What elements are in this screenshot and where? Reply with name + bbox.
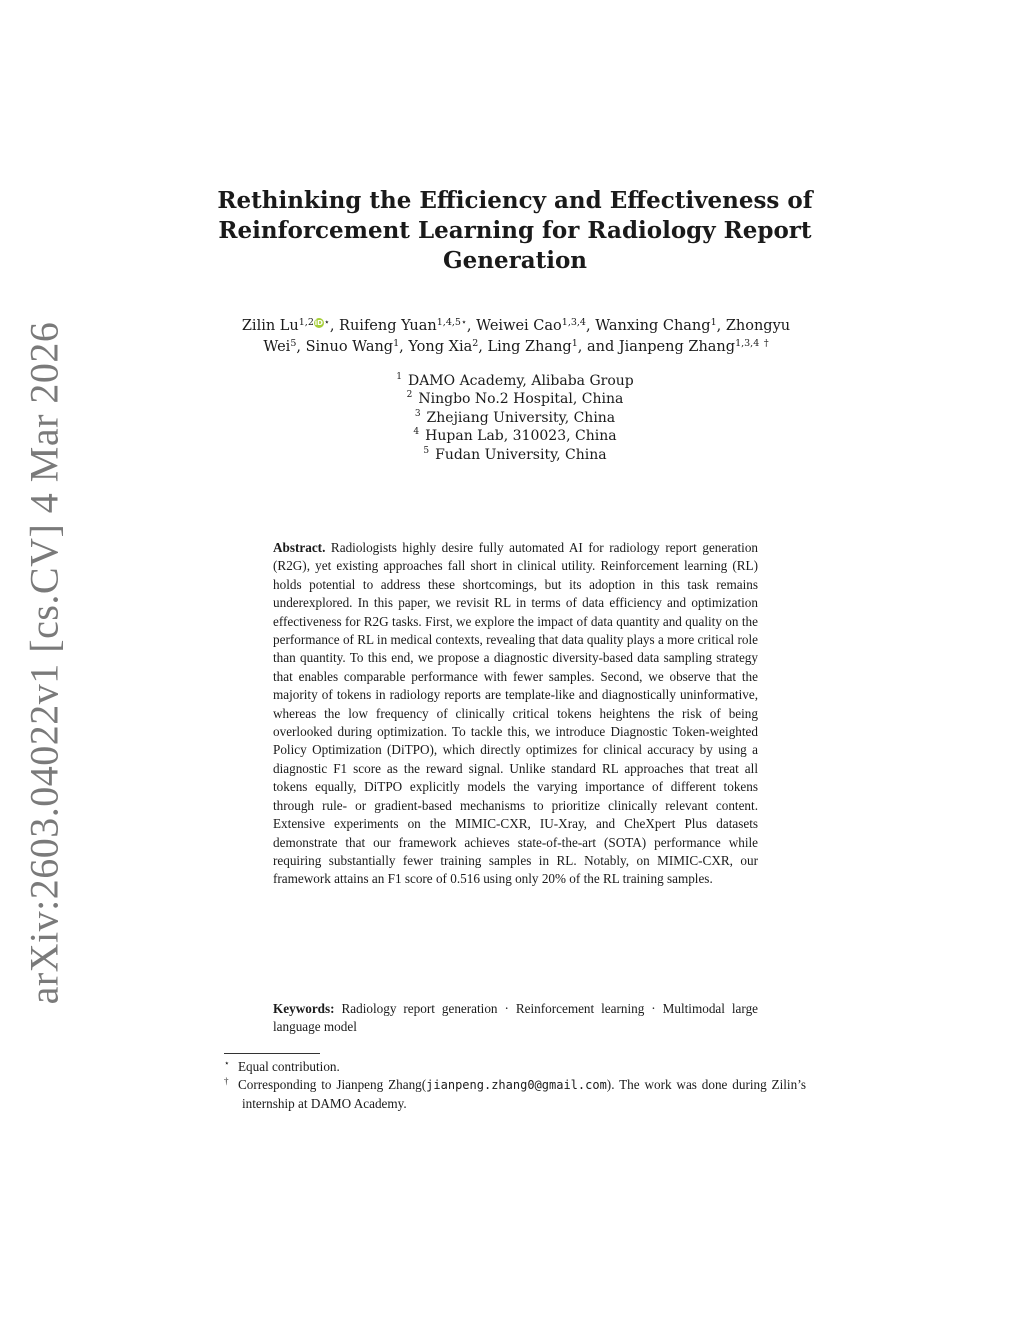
affiliation-item (0, 390, 1024, 408)
author-affil-sup: 1,3,4 (735, 338, 760, 349)
title-line: Rethinking the Efficiency and Effectiveness of (217, 187, 813, 214)
affiliation-list (0, 372, 1024, 464)
author-name: Zhongyu Wei (263, 318, 791, 355)
author-name: Weiwei Cao (476, 318, 562, 334)
author-list: Zilin Lu$^{1,2}$iD⋆, Ruifeng Yuan$^{1,4,5⋆}$, Weiwei Cao$^{1,3,4}$, Wanxing Chang$^1$, Zhongyu Wei$^5$, Sinuo Wang$^1$, Yong Xia$^2$, Ling Zhang$^1$, and Jianpeng Zhang$^{1,3,4}$ † (241, 317, 791, 355)
abstract (273, 539, 758, 889)
equal-contribution-mark: ⋆ (460, 317, 467, 328)
author-affil-sup: 1 (393, 338, 400, 349)
affiliation-item (0, 409, 1024, 427)
affiliation-item (0, 427, 1024, 445)
footnote-equal-contribution: ⋆ Equal contribution. (224, 1058, 340, 1074)
footnote-corresponding: † Corresponding to Jianpeng Zhang(jianpeng.zhang0@gmail.com). The work was done during Zilin’s internship at DAMO Academy. (224, 1076, 806, 1111)
orcid-icon[interactable]: iD (314, 319, 323, 327)
footnote-divider (224, 1053, 320, 1054)
email-link[interactable]: jianpeng.zhang0@gmail.com (426, 1078, 607, 1093)
author-affil-sup: 1 (571, 338, 578, 349)
affiliation-number: 3 (414, 408, 421, 419)
paper-title (200, 186, 830, 276)
affiliation-item (0, 372, 1024, 390)
author-affil-sup: 1,2 (298, 317, 314, 328)
author-name: Ruifeng Yuan (339, 318, 437, 334)
affiliation-number: 2 (406, 390, 413, 401)
author-name: Wanxing Chang (595, 318, 711, 334)
affiliation-item (0, 446, 1024, 464)
equal-contribution-mark: ⋆ (323, 317, 330, 328)
title-line: Reinforcement Learning for Radiology Report (218, 217, 812, 244)
author-affil-sup: 1,4,5 (436, 317, 461, 328)
affiliation-number: 1 (396, 372, 402, 382)
footnote-text: Corresponding to Jianpeng Zhang( (238, 1077, 427, 1093)
keywords-label: Keywords: (273, 1001, 335, 1016)
arxiv-identifier: arXiv:2603.04022v1 [cs.CV] 4 Mar 2026 (21, 321, 67, 1005)
author-affil-sup: 5 (290, 338, 297, 349)
affiliation-text: Fudan University, China (435, 446, 607, 463)
affiliation-text: Ningbo No.2 Hospital, China (418, 391, 624, 408)
abstract-label: Abstract. (273, 540, 326, 555)
author-name: Zilin Lu (241, 318, 299, 334)
author-affil-sup: 1,3,4 (561, 317, 586, 328)
footnote-text: Equal contribution. (238, 1059, 340, 1074)
affiliation-text: Hupan Lab, 310023, China (425, 428, 617, 445)
affiliation-number: 4 (413, 427, 420, 438)
affiliation-text: Zhejiang University, China (426, 409, 616, 426)
author-affil-sup: 1 (710, 317, 717, 328)
abstract-text: Radiologists highly desire fully automated AI for radiology report generation (R2G), yet existing approaches fall short in clinical utility. Reinforcement learning (RL) holds potential to address these shortcomings, but its adoption in this task remains underexplored. In this paper, we revisit RL in terms of data efficiency and optimization effectiveness for R2G tasks. First, we explore the impact of data quantity and quality on the performance of RL in medical contexts, revealing that data quality plays a more critical role than quantity. To this end, we propose a diagnostic diversity-based data sampling strategy that enables comparable performance with fewer samples. Second, we observe that the majority of tokens in radiology reports are template-like and diagnostically uninformative, whereas the low frequency of clinically critical tokens heightens the risk of being overlooked during optimization. To tackle this, we introduce Diagnostic Token-weighted Policy Optimization (DiTPO), which directly optimizes for clinical accuracy by using a diagnostic F1 score as the reward signal. Unlike standard RL approaches that treat all tokens equally, DiTPO explicitly models the varying importance of different tokens through rule- or gradient-based mechanisms to prioritize clinically relevant content. Extensive experiments on the MIMIC-CXR, IU-Xray, and CheXpert Plus datasets demonstrate that our framework achieves state-of-the-art (SOTA) performance while requiring substantially fewer training samples in RL. Notably, on MIMIC-CXR, our framework attains an F1 score of 0.516 using only 20% of the RL training samples. (273, 540, 759, 887)
author-conjunction: and (586, 339, 615, 355)
title-line: Generation (442, 247, 588, 274)
author-name: Sinuo Wang (305, 339, 394, 355)
author-name: Ling Zhang (487, 339, 572, 355)
corresponding-mark: † (763, 338, 769, 349)
keywords (273, 1000, 758, 1037)
footnote-text: ). The work was done during Zilin’s internship at DAMO Academy. (242, 1077, 806, 1111)
author-affil-sup: 2 (472, 338, 479, 349)
author-name: Jianpeng Zhang (618, 339, 736, 355)
affiliation-number: 5 (423, 445, 430, 456)
keywords-text: Radiology report generation · Reinforcement learning · Multimodal large language model (273, 1001, 759, 1035)
affiliation-text: DAMO Academy, Alibaba Group (407, 373, 634, 389)
author-name: Yong Xia (408, 339, 473, 355)
footnotes (224, 1058, 806, 1113)
